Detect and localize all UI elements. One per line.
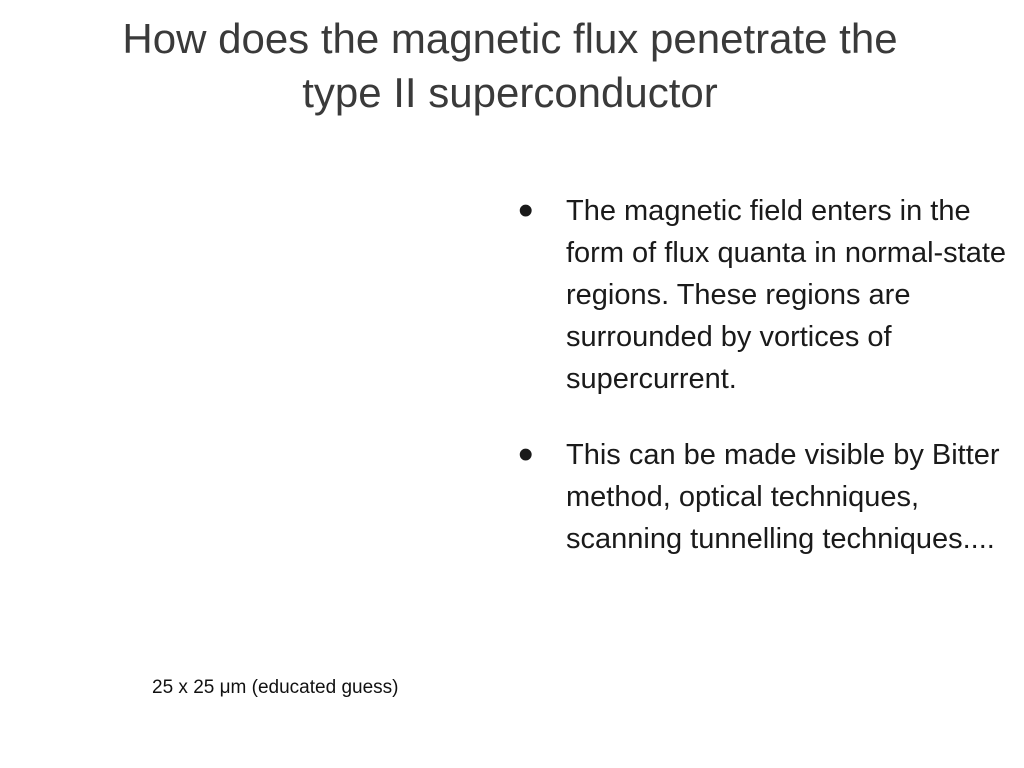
- slide-title: [0, 12, 1020, 120]
- bullet-marker: •: [518, 186, 534, 235]
- bullet-marker: •: [518, 430, 534, 479]
- bullet-item-visibility-methods: [518, 430, 1018, 560]
- bullet-list: [518, 186, 1018, 594]
- bullet-text: This can be made visible by Bitter method, optical techniques, scanning tunnelling techniques....: [566, 439, 1000, 555]
- slide-title-line-2: type II superconductor: [302, 69, 718, 116]
- slide-title-line-1: How does the magnetic flux penetrate the: [122, 15, 898, 62]
- bullet-text: The magnetic field enters in the form of flux quanta in normal-state regions. These regions are surrounded by vortices of supercurrent.: [566, 195, 1007, 395]
- bullet-item-flux-quanta: [518, 186, 1018, 400]
- image-caption: 25 x 25 μm (educated guess): [152, 677, 399, 698]
